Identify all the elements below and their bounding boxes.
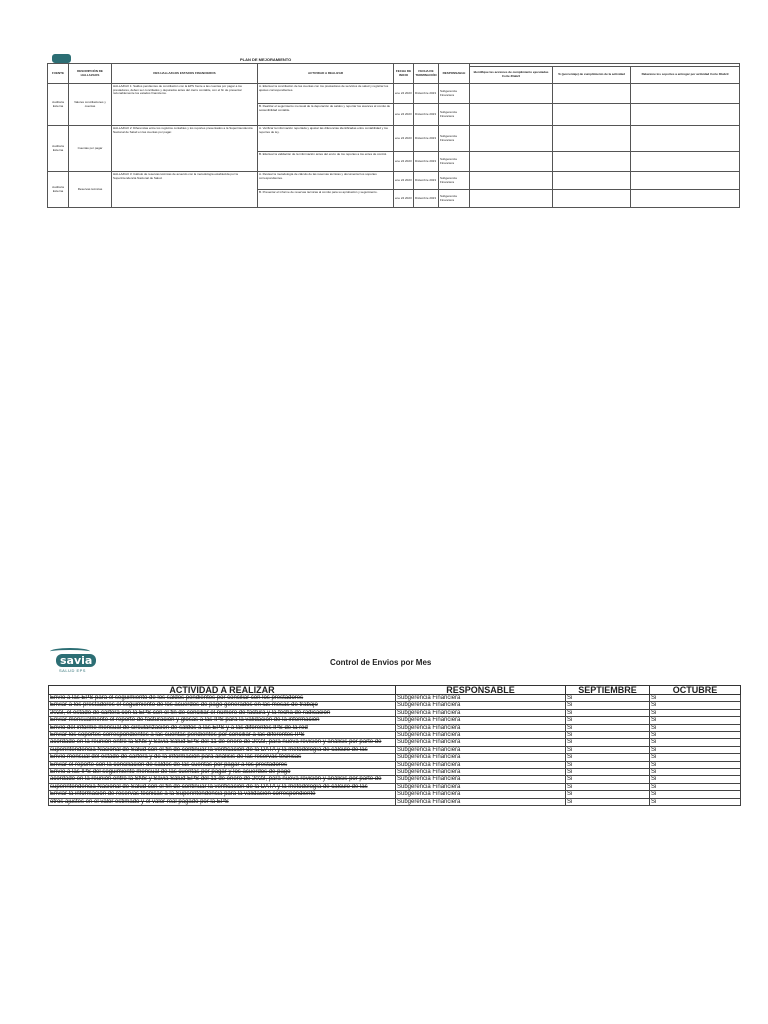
responsable-cell: Subgerencia Financiera	[396, 754, 566, 761]
octubre-cell: Si	[650, 702, 741, 709]
th-acciones: Identifique las acciones de cumplimiento ejecutadas Corte 30abril	[470, 67, 553, 84]
septiembre-cell: Si	[566, 732, 650, 739]
octubre-cell: Si	[650, 709, 741, 716]
septiembre-cell: Si	[566, 695, 650, 702]
th-fecha-inicio: FECHA DE INICIO	[394, 64, 414, 84]
table-row	[49, 739, 741, 746]
activity-cell: Enviar la información de reservas técnicas a la Superintendencia para la validación correspondiente	[49, 791, 396, 798]
cell-acciones-2b	[470, 152, 553, 172]
fin-1b: Diciembre 2023	[414, 104, 439, 126]
cell-porcentaje-3b	[553, 190, 631, 208]
responsable-cell: Subgerencia Financiera	[396, 776, 566, 783]
fuente-2: Auditoria Externa	[48, 126, 69, 172]
plan-title: PLAN DE MEJORAMIENTO	[240, 57, 292, 62]
responsable-cell: Subgerencia Financiera	[396, 702, 566, 709]
hallazgo-2: HALLAZGO 2: Diferencias entre los registros contables y los reportes presentados a la Superintendencia Nacional de Salud en las cuentas por pagar.	[112, 126, 258, 172]
activity-cell: superintendencia Nacional de Salud con el fin de continuar la verificación de la DATA y la metodología de cálculo de las	[49, 746, 396, 753]
th-septiembre: SEPTIEMBRE	[566, 686, 650, 695]
table-row	[49, 761, 741, 768]
th-actividad: ACTIVIDAD A REALIZAR	[258, 64, 394, 84]
responsable-cell: Subgerencia Financiera	[396, 746, 566, 753]
table-row	[49, 709, 741, 716]
table-row	[49, 724, 741, 731]
cell-acciones-1b	[470, 104, 553, 126]
th-actividad-realizar: ACTIVIDAD A REALIZAR	[49, 686, 396, 695]
septiembre-cell: Si	[566, 776, 650, 783]
octubre-cell: Si	[650, 798, 741, 805]
septiembre-cell: Si	[566, 709, 650, 716]
cell-porcentaje-1a	[553, 84, 631, 104]
control-title: Control de Envios por Mes	[330, 658, 432, 667]
resp-2a: Subgerencia Financiera	[439, 126, 470, 152]
octubre-cell: Si	[650, 769, 741, 776]
octubre-cell: Si	[650, 754, 741, 761]
octubre-cell: Si	[650, 791, 741, 798]
activity-cell: Envío mensual del estado de cartera y de la información para análisis de las reservas técnicas	[49, 754, 396, 761]
th-fuente: FUENTE	[48, 64, 69, 84]
octubre-cell: Si	[650, 732, 741, 739]
activity-cell: 2023, el estado de cartera con la EPS con el fin de conciliar el número de factura y la fecha de radicación	[49, 709, 396, 716]
septiembre-cell: Si	[566, 791, 650, 798]
resp-3b: Subgerencia Financiera	[439, 190, 470, 208]
septiembre-cell: Si	[566, 783, 650, 790]
cell-soportes-1a	[631, 84, 740, 104]
activity-cell: Enviar el reporte con la conciliación de saldos de las cuentas por pagar a los prestadores	[49, 761, 396, 768]
table-row	[49, 717, 741, 724]
inicio-1a: ene 24 2023	[394, 84, 414, 104]
responsable-cell: Subgerencia Financiera	[396, 695, 566, 702]
actividad-2b: B. Efectuar la validación de la información antes del envío de los reportes a los entes de control.	[258, 152, 394, 172]
activity-cell: Enviar a los prestadores el seguimiento de los acuerdos de pago generados en las mesas de trabajo	[49, 702, 396, 709]
activity-cell: otros ajustes en el valor estimado y el valor real pagado por la EPS	[49, 798, 396, 805]
cell-porcentaje-2b	[553, 152, 631, 172]
octubre-cell: Si	[650, 776, 741, 783]
cell-acciones-1a	[470, 84, 553, 104]
octubre-cell: Si	[650, 761, 741, 768]
responsable-cell: Subgerencia Financiera	[396, 798, 566, 805]
fuente-1: Auditoria Externa	[48, 84, 69, 126]
activity-cell: Envío a las EPS para el seguimiento de los saldos pendientes por conciliar con los prestadores	[49, 695, 396, 702]
table-row	[49, 783, 741, 790]
responsable-cell: Subgerencia Financiera	[396, 732, 566, 739]
fin-3a: Diciembre 2023	[414, 172, 439, 190]
control-table	[48, 685, 741, 806]
th-octubre: OCTUBRE	[650, 686, 741, 695]
activity-cell: Envío a las IPS del seguimiento mensual de las cuentas por pagar y los acuerdos de pago	[49, 769, 396, 776]
control-table-body	[49, 695, 741, 806]
activity-cell: acordado en la reunión entre la SNS y Savia Salud EPS del 11 de enero de 2023, para nueva revisión y análisis por parte de	[49, 739, 396, 746]
responsable-cell: Subgerencia Financiera	[396, 783, 566, 790]
descripcion-1: Valores conciliaciones y cuentas	[69, 84, 112, 126]
octubre-cell: Si	[650, 717, 741, 724]
cell-porcentaje-1b	[553, 104, 631, 126]
septiembre-cell: Si	[566, 717, 650, 724]
th-responsable: RESPONSABLE	[439, 64, 470, 84]
table-row	[49, 776, 741, 783]
logo-small	[52, 54, 71, 63]
descripcion-2: Cuentas por pagar	[69, 126, 112, 172]
actividad-3b: B. Presentar el informe de reservas técnicas al comité para su aprobación y seguimiento.	[258, 190, 394, 208]
th-descripcion: DESCRIPCIÓN DE HALLAZGOS	[69, 64, 112, 84]
th-hallazgos: DES HALLAZGOS ESTADOS FINANCIEROS	[112, 64, 258, 84]
septiembre-cell: Si	[566, 798, 650, 805]
table-row	[49, 732, 741, 739]
inicio-3a: ene 24 2023	[394, 172, 414, 190]
septiembre-cell: Si	[566, 769, 650, 776]
th-control-responsable: RESPONSABLE	[396, 686, 566, 695]
resp-3a: Subgerencia Financiera	[439, 172, 470, 190]
resp-2b: Subgerencia Financiera	[439, 152, 470, 172]
cell-acciones-2a	[470, 126, 553, 152]
inicio-2b: ene 24 2023	[394, 152, 414, 172]
inicio-3b: ene 24 2023	[394, 190, 414, 208]
octubre-cell: Si	[650, 739, 741, 746]
octubre-cell: Si	[650, 724, 741, 731]
cell-soportes-2a	[631, 126, 740, 152]
activity-cell: acordado en la reunión entre la SNS y Savia Salud EPS del 11 de enero de 2023, para nueva revisión y análisis por parte de	[49, 776, 396, 783]
cell-soportes-2b	[631, 152, 740, 172]
descripcion-3: Reservas técnicas	[69, 172, 112, 208]
logo-sub: SALUD EPS	[59, 668, 86, 673]
inicio-2a: ene 24 2023	[394, 126, 414, 152]
logo-word: savia	[56, 654, 96, 667]
septiembre-cell: Si	[566, 754, 650, 761]
table-row	[49, 695, 741, 702]
cell-porcentaje-3a	[553, 172, 631, 190]
fin-2a: Diciembre 2023	[414, 126, 439, 152]
fin-1a: Diciembre 2023	[414, 84, 439, 104]
cell-soportes-1b	[631, 104, 740, 126]
actividad-1b: B. Realizar el seguimiento mensual de la depuración de saldos y reportar los avances al comité de sostenibilidad contable.	[258, 104, 394, 126]
responsable-cell: Subgerencia Financiera	[396, 739, 566, 746]
actividad-3a: A. Revisar la metodología de cálculo de las reservas técnicas y documentar los soportes correspondientes.	[258, 172, 394, 190]
resp-1a: Subgerencia Financiera	[439, 84, 470, 104]
responsable-cell: Subgerencia Financiera	[396, 709, 566, 716]
fin-2b: Diciembre 2023	[414, 152, 439, 172]
activity-cell: Enviar los soportes correspondientes a las cuentas pendientes por conciliar a las diferentes IPS	[49, 732, 396, 739]
fin-3b: Diciembre 2023	[414, 190, 439, 208]
responsable-cell: Subgerencia Financiera	[396, 717, 566, 724]
septiembre-cell: Si	[566, 702, 650, 709]
actividad-1a: A. Efectuar la conciliación de las cuentas con los prestadores de servicios de salud y registrar los ajustes correspondientes.	[258, 84, 394, 104]
table-row	[49, 754, 741, 761]
savia-logo	[50, 648, 93, 674]
septiembre-cell: Si	[566, 746, 650, 753]
table-row	[49, 769, 741, 776]
septiembre-cell: Si	[566, 761, 650, 768]
hallazgo-3: HALLAZGO 3: Cálculo de reservas técnicas de acuerdo con la metodología establecida por la Superintendencia Nacional de Salud.	[112, 172, 258, 208]
activity-cell: Envío del informe mensual de circularización de saldos a las EPS y a las diferentes IPS de la red	[49, 724, 396, 731]
table-row	[49, 702, 741, 709]
activity-cell: superintendencia Nacional de Salud con el fin de continuar la verificación de la DATA y la metodología de cálculo de las	[49, 783, 396, 790]
octubre-cell: Si	[650, 783, 741, 790]
inicio-1b: ene 24 2023	[394, 104, 414, 126]
table-row	[49, 746, 741, 753]
responsable-cell: Subgerencia Financiera	[396, 724, 566, 731]
table-row	[49, 798, 741, 805]
responsable-cell: Subgerencia Financiera	[396, 791, 566, 798]
hallazgo-1: HALLAZGO 1: Saldos pendientes de conciliación con la EPS frente a las cuentas por pagar a los prestadores, deben ser conciliados y depurados antes del cierre contable, con el fin de presentar razonablemente los estados financieros.	[112, 84, 258, 126]
th-porcentaje: % (porcentaje) de cumplimiento de la actividad	[553, 67, 631, 84]
septiembre-cell: Si	[566, 739, 650, 746]
activity-cell: Enviar mensualmente el reporte de facturación y glosas a las IPS para la validación de la información	[49, 717, 396, 724]
actividad-2a: A. Verificar la información reportada y ajustar las diferencias identificadas entre contabilidad y los reportes de ley.	[258, 126, 394, 152]
th-fecha-terminacion: FECHA DE TERMINACIÓN	[414, 64, 439, 84]
octubre-cell: Si	[650, 746, 741, 753]
responsable-cell: Subgerencia Financiera	[396, 761, 566, 768]
septiembre-cell: Si	[566, 724, 650, 731]
cell-soportes-3a	[631, 172, 740, 190]
fuente-3: Auditoria Externa	[48, 172, 69, 208]
table-row	[49, 791, 741, 798]
responsable-cell: Subgerencia Financiera	[396, 769, 566, 776]
cell-acciones-3a	[470, 172, 553, 190]
cell-soportes-3b	[631, 190, 740, 208]
plan-table	[47, 63, 740, 208]
th-soportes: Relacione los soportes a entregar por actividad Corte 30abril	[631, 67, 740, 84]
octubre-cell: Si	[650, 695, 741, 702]
resp-1b: Subgerencia Financiera	[439, 104, 470, 126]
cell-acciones-3b	[470, 190, 553, 208]
cell-porcentaje-2a	[553, 126, 631, 152]
